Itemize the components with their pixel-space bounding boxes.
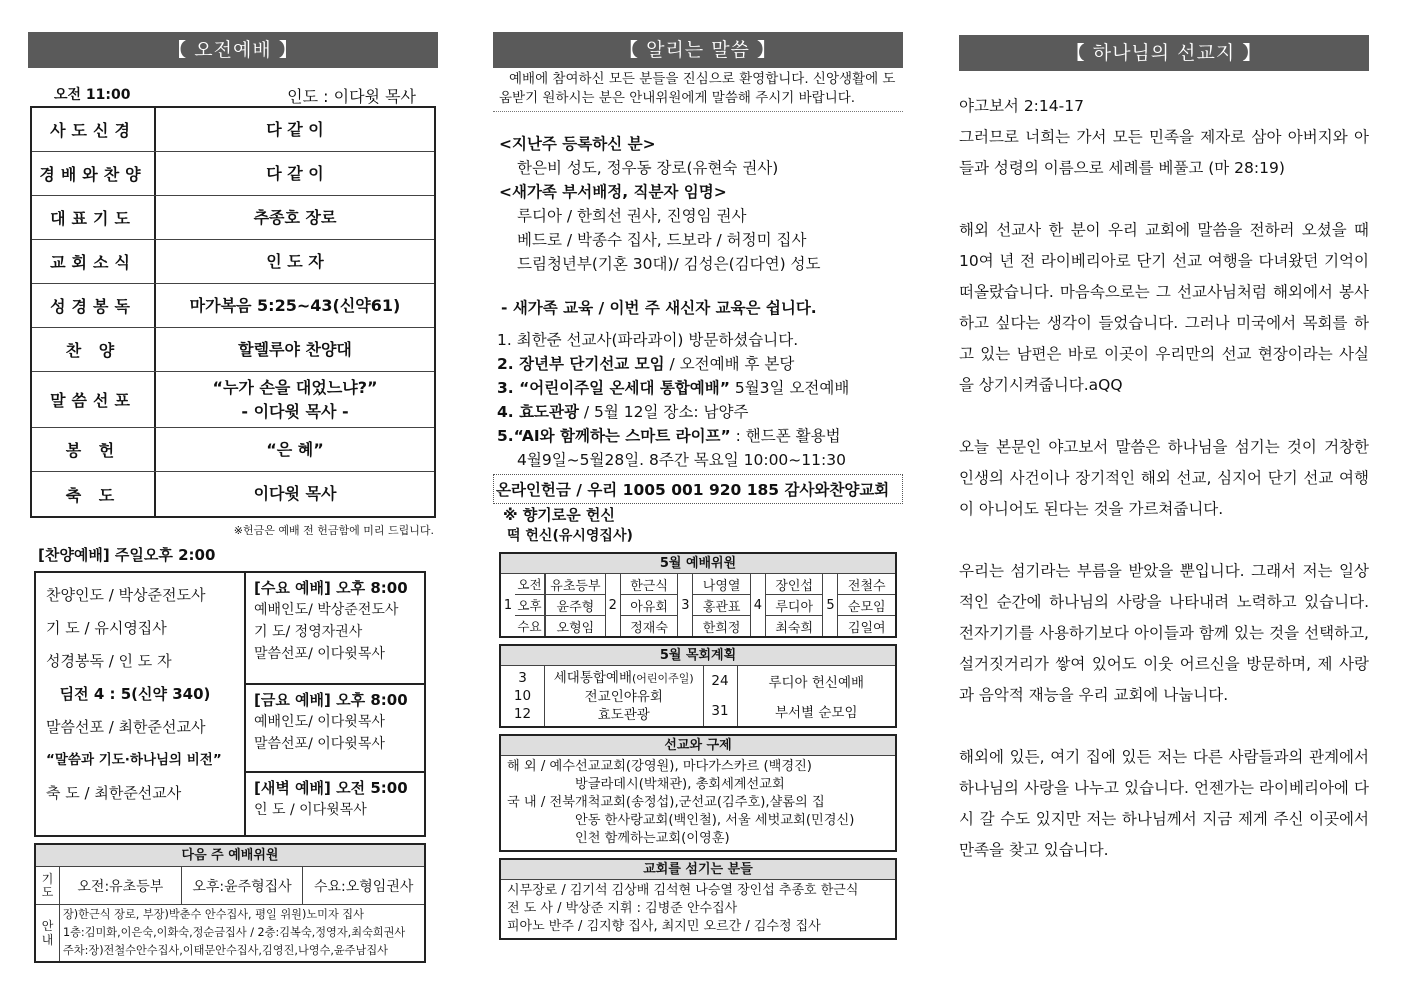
servant-cell: 한근식 bbox=[620, 574, 678, 595]
news-item-rest: / 오전예배 후 본당 bbox=[664, 355, 795, 373]
news-item-rest: : 핸드폰 활용법 bbox=[730, 427, 841, 445]
servant-cell: 루디아 bbox=[765, 595, 823, 616]
praise-line: 축 도 / 최한준선교사 bbox=[46, 784, 182, 802]
dawn-service bbox=[246, 773, 424, 821]
plan-date: 3 bbox=[518, 670, 527, 686]
order-label: 사도신경 bbox=[32, 108, 156, 151]
morning-worship-column bbox=[28, 32, 438, 963]
servant-cell: 오형임 bbox=[545, 616, 605, 636]
next-week-prayer-row bbox=[36, 867, 424, 905]
praise-line: 기 도 / 유시영집사 bbox=[46, 619, 167, 637]
plan-event-sub: (어린이주일) bbox=[632, 671, 694, 685]
plan-events-2 bbox=[738, 666, 896, 726]
order-label: 말씀선포 bbox=[32, 372, 156, 427]
friday-service bbox=[246, 685, 424, 773]
may-ministry-plan bbox=[499, 644, 897, 728]
service-leader: 인도 : 이다윗 목사 bbox=[287, 87, 416, 106]
servant-cell: 윤주형 bbox=[545, 595, 605, 616]
morning-worship-header: 【 오전예배 】 bbox=[28, 32, 438, 68]
praise-worship-order bbox=[36, 573, 246, 835]
may-servants-title: 5월 예배위원 bbox=[501, 554, 895, 574]
offering-note: ※헌금은 예배 전 헌금함에 미리 드립니다. bbox=[233, 524, 434, 537]
servant-cell: 김일여 bbox=[837, 616, 895, 636]
church-servants-box bbox=[499, 858, 897, 940]
news-item bbox=[493, 424, 903, 448]
servants-line: 전 도 사 / 박상준 지휘 : 김병준 안수집사 bbox=[507, 901, 738, 916]
order-value: 할렐루야 찬양대 bbox=[238, 339, 352, 359]
missions-line: 인천 함께하는교회(이영훈) bbox=[575, 831, 730, 846]
news-item-rest: 5월3일 오전예배 bbox=[729, 379, 850, 397]
devotional-paragraph: 우리는 섬기라는 부름을 받았을 뿐입니다. 그래서 저는 일상적인 순간에 하나님의 사랑을 나타내려 노력하고 있습니다. 전자기기를 사용하기보다 아이들과 함께 있는 것을 선택하고, 설거짓거리가 쌓여 있어도 이웃 어르신을 방문하며, 제 사랑과 음악적 재능을 우리 교회에 나눕니다. bbox=[959, 562, 1369, 704]
assignment-line: 루디아 / 한희선 권사, 진영임 권사 bbox=[517, 207, 747, 225]
praise-worship-box bbox=[34, 571, 426, 837]
registration-section bbox=[493, 132, 903, 276]
missions-body bbox=[501, 756, 895, 850]
servants-line: 피아노 반주 / 김지향 집사, 최지민 오르간 / 김수정 집사 bbox=[507, 919, 821, 934]
devotional-paragraph: 해외 선교사 한 분이 우리 교회에 말씀을 전하러 오셨을 때 10여 년 전 라이베리아로 단기 선교 여행을 다녀왔던 기억이 떠올랐습니다. 마음속으로는 그 선교사님처럼 해외에서 봉사하고 싶다는 생각이 들었습니다. 그러나 미국에서 목회를 하고 있는 남편은 바로 이곳이 우리만의 선교 현장이라는 사실을 상기시켜줍니다.aQQ bbox=[959, 221, 1369, 394]
order-value: “은 혜” bbox=[266, 439, 324, 459]
group-number: 3 bbox=[681, 597, 690, 613]
wednesday-title: [수요 예배] 오후 8:00 bbox=[254, 579, 408, 597]
missions-line: 국 내 / 전북개척교회(송정섭),군선교(김주호),샬롬의 집 bbox=[507, 795, 825, 810]
order-value: 마가복음 5:25~43(신약61) bbox=[189, 295, 401, 315]
order-value: 이다윗 목사 bbox=[253, 484, 337, 503]
praise-sermon-title: “말씀과 기도·하나님의 비전” bbox=[46, 752, 222, 768]
rice-cake-offering: 떡 헌신(유시영집사) bbox=[507, 528, 633, 544]
order-label: 경배와찬양 bbox=[32, 152, 156, 195]
news-item-bold: 4. 효도관광 bbox=[497, 403, 579, 421]
prayer-key: 기도 bbox=[36, 867, 60, 904]
plan-events bbox=[545, 666, 704, 726]
registration-names: 한은비 성도, 정우동 장로(유현숙 권사) bbox=[517, 159, 779, 177]
servant-cell: 유초등부 bbox=[545, 574, 605, 595]
news-item bbox=[493, 352, 903, 376]
plan-event: 부서별 순모임 bbox=[774, 705, 858, 721]
order-value: 다 같 이 bbox=[266, 119, 324, 139]
plan-date: 10 bbox=[513, 688, 532, 704]
weekday-services bbox=[246, 573, 424, 835]
order-value: 인 도 자 bbox=[266, 251, 324, 271]
news-item: 1. 최한준 선교사(파라과이) 방문하셨습니다. bbox=[497, 331, 799, 349]
servant-cell: 아유회 bbox=[620, 595, 678, 616]
registration-title: <지난주 등록하신 분> bbox=[499, 135, 656, 153]
church-servants-body bbox=[501, 880, 895, 938]
guide-key: 안내 bbox=[36, 905, 60, 961]
missions-line: 해 외 / 예수선교교회(강영원), 마다가스카르 (백경진) bbox=[507, 759, 812, 774]
welcome-message: 예배에 참여하신 모든 분들을 진심으로 환영합니다. 신앙생활에 도움받기 원하시는 분은 안내위원에게 말씀해 주시기 바랍니다. bbox=[493, 68, 903, 112]
missions-relief-box bbox=[499, 734, 897, 852]
missions-title: 선교와 구제 bbox=[501, 736, 895, 756]
ministry-plan-title: 5월 목회계획 bbox=[501, 646, 895, 666]
church-servants-title: 교회를 섬기는 분들 bbox=[501, 860, 895, 880]
dawn-title: [새벽 예배] 오전 5:00 bbox=[254, 779, 408, 797]
service-labels bbox=[515, 574, 545, 636]
next-week-title: 다음 주 예배위원 bbox=[36, 845, 424, 867]
wednesday-line: 기 도/ 정영자권사 bbox=[254, 624, 363, 640]
missions-line: 방글라데시(박채관), 총회세계선교회 bbox=[575, 777, 785, 792]
incense-offering: ※ 향기로운 헌신 bbox=[503, 506, 615, 524]
prayer-afternoon: 오후:윤주형집사 bbox=[182, 867, 304, 904]
service-label: 오전 bbox=[515, 574, 544, 595]
news-item-bold: 5.“AI와 함께하는 스마트 라이프” bbox=[497, 427, 731, 445]
order-of-worship-table bbox=[30, 106, 436, 518]
news-item bbox=[493, 376, 903, 400]
group-cells bbox=[620, 574, 678, 636]
servant-cell: 장인섭 bbox=[765, 574, 823, 595]
wednesday-line: 예배인도/ 박상준전도사 bbox=[254, 602, 399, 618]
group-number: 4 bbox=[753, 597, 763, 613]
next-week-guide-row bbox=[36, 905, 424, 961]
servant-cell: 전철수 bbox=[837, 574, 895, 595]
wednesday-service bbox=[246, 573, 424, 685]
service-time-row bbox=[28, 80, 438, 106]
news-item-detail: 4월9일~5월28일. 8주간 목요일 10:00~11:30 bbox=[517, 451, 846, 469]
news-item bbox=[493, 400, 903, 424]
sermon-title: “누가 손을 대었느냐?” bbox=[212, 377, 378, 397]
announcements-header: 【 알리는 말씀 】 bbox=[493, 32, 903, 68]
friday-line: 말씀선포/ 이다윗목사 bbox=[254, 736, 385, 752]
servant-group bbox=[823, 574, 895, 636]
order-row bbox=[32, 284, 434, 328]
plan-event bbox=[554, 669, 694, 688]
order-value bbox=[156, 372, 434, 427]
devotional-header: 【 하나님의 선교지 】 bbox=[959, 35, 1369, 71]
order-row bbox=[32, 108, 434, 152]
group-cells bbox=[765, 574, 823, 636]
praise-line: 찬양인도 / 박상준전도사 bbox=[46, 586, 206, 604]
news-item-rest: / 5월 12일 장소: 남양주 bbox=[578, 403, 749, 421]
order-label: 축 도 bbox=[32, 472, 156, 516]
order-row bbox=[32, 196, 434, 240]
may-servants-table bbox=[499, 552, 897, 638]
next-week-servants bbox=[34, 843, 426, 963]
prayer-wednesday: 수요:오형임권사 bbox=[313, 878, 414, 895]
guide-line: 장)한근식 장로, 부장)박춘수 안수집사, 평일 위원)노미자 집사 bbox=[63, 908, 364, 921]
devotional-text bbox=[959, 71, 1369, 866]
servant-cell: 한희정 bbox=[692, 616, 750, 636]
plan-event: 전교인야유회 bbox=[584, 688, 663, 705]
servant-cell: 순모임 bbox=[837, 595, 895, 616]
group-number: 1 bbox=[503, 597, 513, 613]
plan-event: 루디아 헌신예배 bbox=[768, 675, 865, 691]
order-row bbox=[32, 372, 434, 428]
guide-line: 주차:장)전철수안수집사,이태문안수집사,김영진,나영수,윤주남집사 bbox=[63, 944, 388, 957]
praise-worship-title: [찬양예배] 주일오후 2:00 bbox=[38, 546, 216, 564]
praise-line: 성경봉독 / 인 도 자 bbox=[46, 652, 172, 670]
order-row bbox=[32, 472, 434, 516]
devotional-paragraph: 야고보서 2:14-17 그러므로 너희는 가서 모든 민족을 제자로 삼아 아버지와 아들과 성령의 이름으로 세례를 베풀고 (마 28:19) bbox=[959, 97, 1369, 177]
order-label: 대표기도 bbox=[32, 196, 156, 239]
wednesday-line: 말씀선포/ 이다윗목사 bbox=[254, 646, 385, 662]
friday-line: 예배인도/ 이다윗목사 bbox=[254, 714, 385, 730]
assignment-line: 드림청년부(기혼 30대)/ 김성은(김다연) 성도 bbox=[517, 255, 821, 273]
service-time: 오전 11:00 bbox=[54, 87, 131, 103]
servant-group bbox=[678, 574, 751, 636]
order-label: 봉 헌 bbox=[32, 428, 156, 471]
servant-group bbox=[751, 574, 824, 636]
assignment-line: 베드로 / 박종수 집사, 드보라 / 허정미 집사 bbox=[517, 231, 807, 249]
devotional-paragraph: 오늘 본문인 야고보서 말씀은 하나님을 섬기는 것이 거창한 인생의 사건이나 장기적인 해외 선교, 심지어 단기 선교 여행이 아니어도 된다는 것을 가르쳐줍니다. bbox=[959, 438, 1369, 518]
online-offering: 온라인헌금 / 우리 1005 001 920 185 감사와찬양교회 bbox=[493, 474, 903, 504]
plan-date: 24 bbox=[711, 673, 729, 689]
order-row bbox=[32, 152, 434, 196]
order-label: 찬 양 bbox=[32, 328, 156, 371]
plan-dates bbox=[501, 666, 545, 726]
servant-group bbox=[606, 574, 679, 636]
dawn-line: 인 도 / 이다윗목사 bbox=[254, 802, 367, 818]
group-number: 5 bbox=[826, 597, 835, 613]
servant-cell: 나영열 bbox=[692, 574, 750, 595]
devotional-paragraph: 해외에 있든, 여기 집에 있든 저는 다른 사람들과의 관계에서 하나님의 사랑을 나누고 있습니다. 언젠가는 라이베리아에 다시 갈 수도 있지만 저는 하나님께서 지금 제게 주신 이곳에서 만족을 찾고 있습니다. bbox=[959, 748, 1369, 859]
order-row bbox=[32, 328, 434, 372]
order-value: 추종호 장로 bbox=[253, 207, 337, 227]
sermon-preacher: - 이다윗 목사 - bbox=[241, 401, 349, 421]
servants-line: 시무장로 / 김기석 김상배 김석현 나승열 장인섭 추종호 한근식 bbox=[507, 883, 859, 898]
servant-cell: 홍관표 bbox=[692, 595, 750, 616]
service-label: 오후 bbox=[515, 595, 544, 616]
praise-scripture: 딤전 4 : 5(신약 340) bbox=[59, 685, 211, 703]
order-row bbox=[32, 240, 434, 284]
plan-event: 효도관광 bbox=[597, 706, 650, 723]
servant-cell: 최숙희 bbox=[765, 616, 823, 636]
prayer-morning: 오전:유초등부 bbox=[60, 867, 182, 904]
order-value: 다 같 이 bbox=[266, 163, 324, 183]
ministry-plan-grid bbox=[501, 666, 895, 726]
group-cells bbox=[545, 574, 605, 636]
news-section bbox=[493, 296, 903, 472]
devotional-column bbox=[959, 32, 1369, 897]
plan-date: 12 bbox=[513, 706, 532, 722]
praise-line: 말씀선포 / 최한준선교사 bbox=[46, 718, 206, 736]
group-number: 2 bbox=[608, 597, 617, 613]
servant-group bbox=[501, 574, 606, 636]
order-row bbox=[32, 428, 434, 472]
service-label: 수요 bbox=[517, 619, 542, 634]
may-servants-grid bbox=[501, 574, 895, 636]
missions-line: 안동 한사랑교회(백인철), 서울 세벗교회(민경신) bbox=[575, 813, 855, 828]
order-label: 교회소식 bbox=[32, 240, 156, 283]
group-cells bbox=[692, 574, 750, 636]
plan-dates-2 bbox=[704, 666, 738, 726]
group-cells bbox=[837, 574, 895, 636]
plan-event-main: 세대통합예배 bbox=[553, 669, 633, 686]
assignment-title: <새가족 부서배정, 직분자 임명> bbox=[499, 183, 727, 201]
news-item-bold: 2. 장년부 단기선교 모임 bbox=[497, 355, 665, 373]
education-note: - 새가족 교육 / 이번 주 새신자 교육은 쉽니다. bbox=[501, 299, 817, 317]
announcements-column bbox=[493, 32, 903, 940]
guide-line: 1층:김미화,이은숙,이화숙,정순금집사 / 2층:김복숙,정영자,최숙희권사 bbox=[63, 926, 406, 939]
news-item-bold: 3. “어린이주일 온세대 통합예배” bbox=[497, 379, 730, 397]
friday-title: [금요 예배] 오후 8:00 bbox=[254, 691, 408, 709]
guide-values bbox=[60, 905, 424, 961]
order-label: 성경봉독 bbox=[32, 284, 156, 327]
servant-cell: 정재숙 bbox=[620, 616, 678, 636]
plan-date: 31 bbox=[711, 703, 729, 719]
